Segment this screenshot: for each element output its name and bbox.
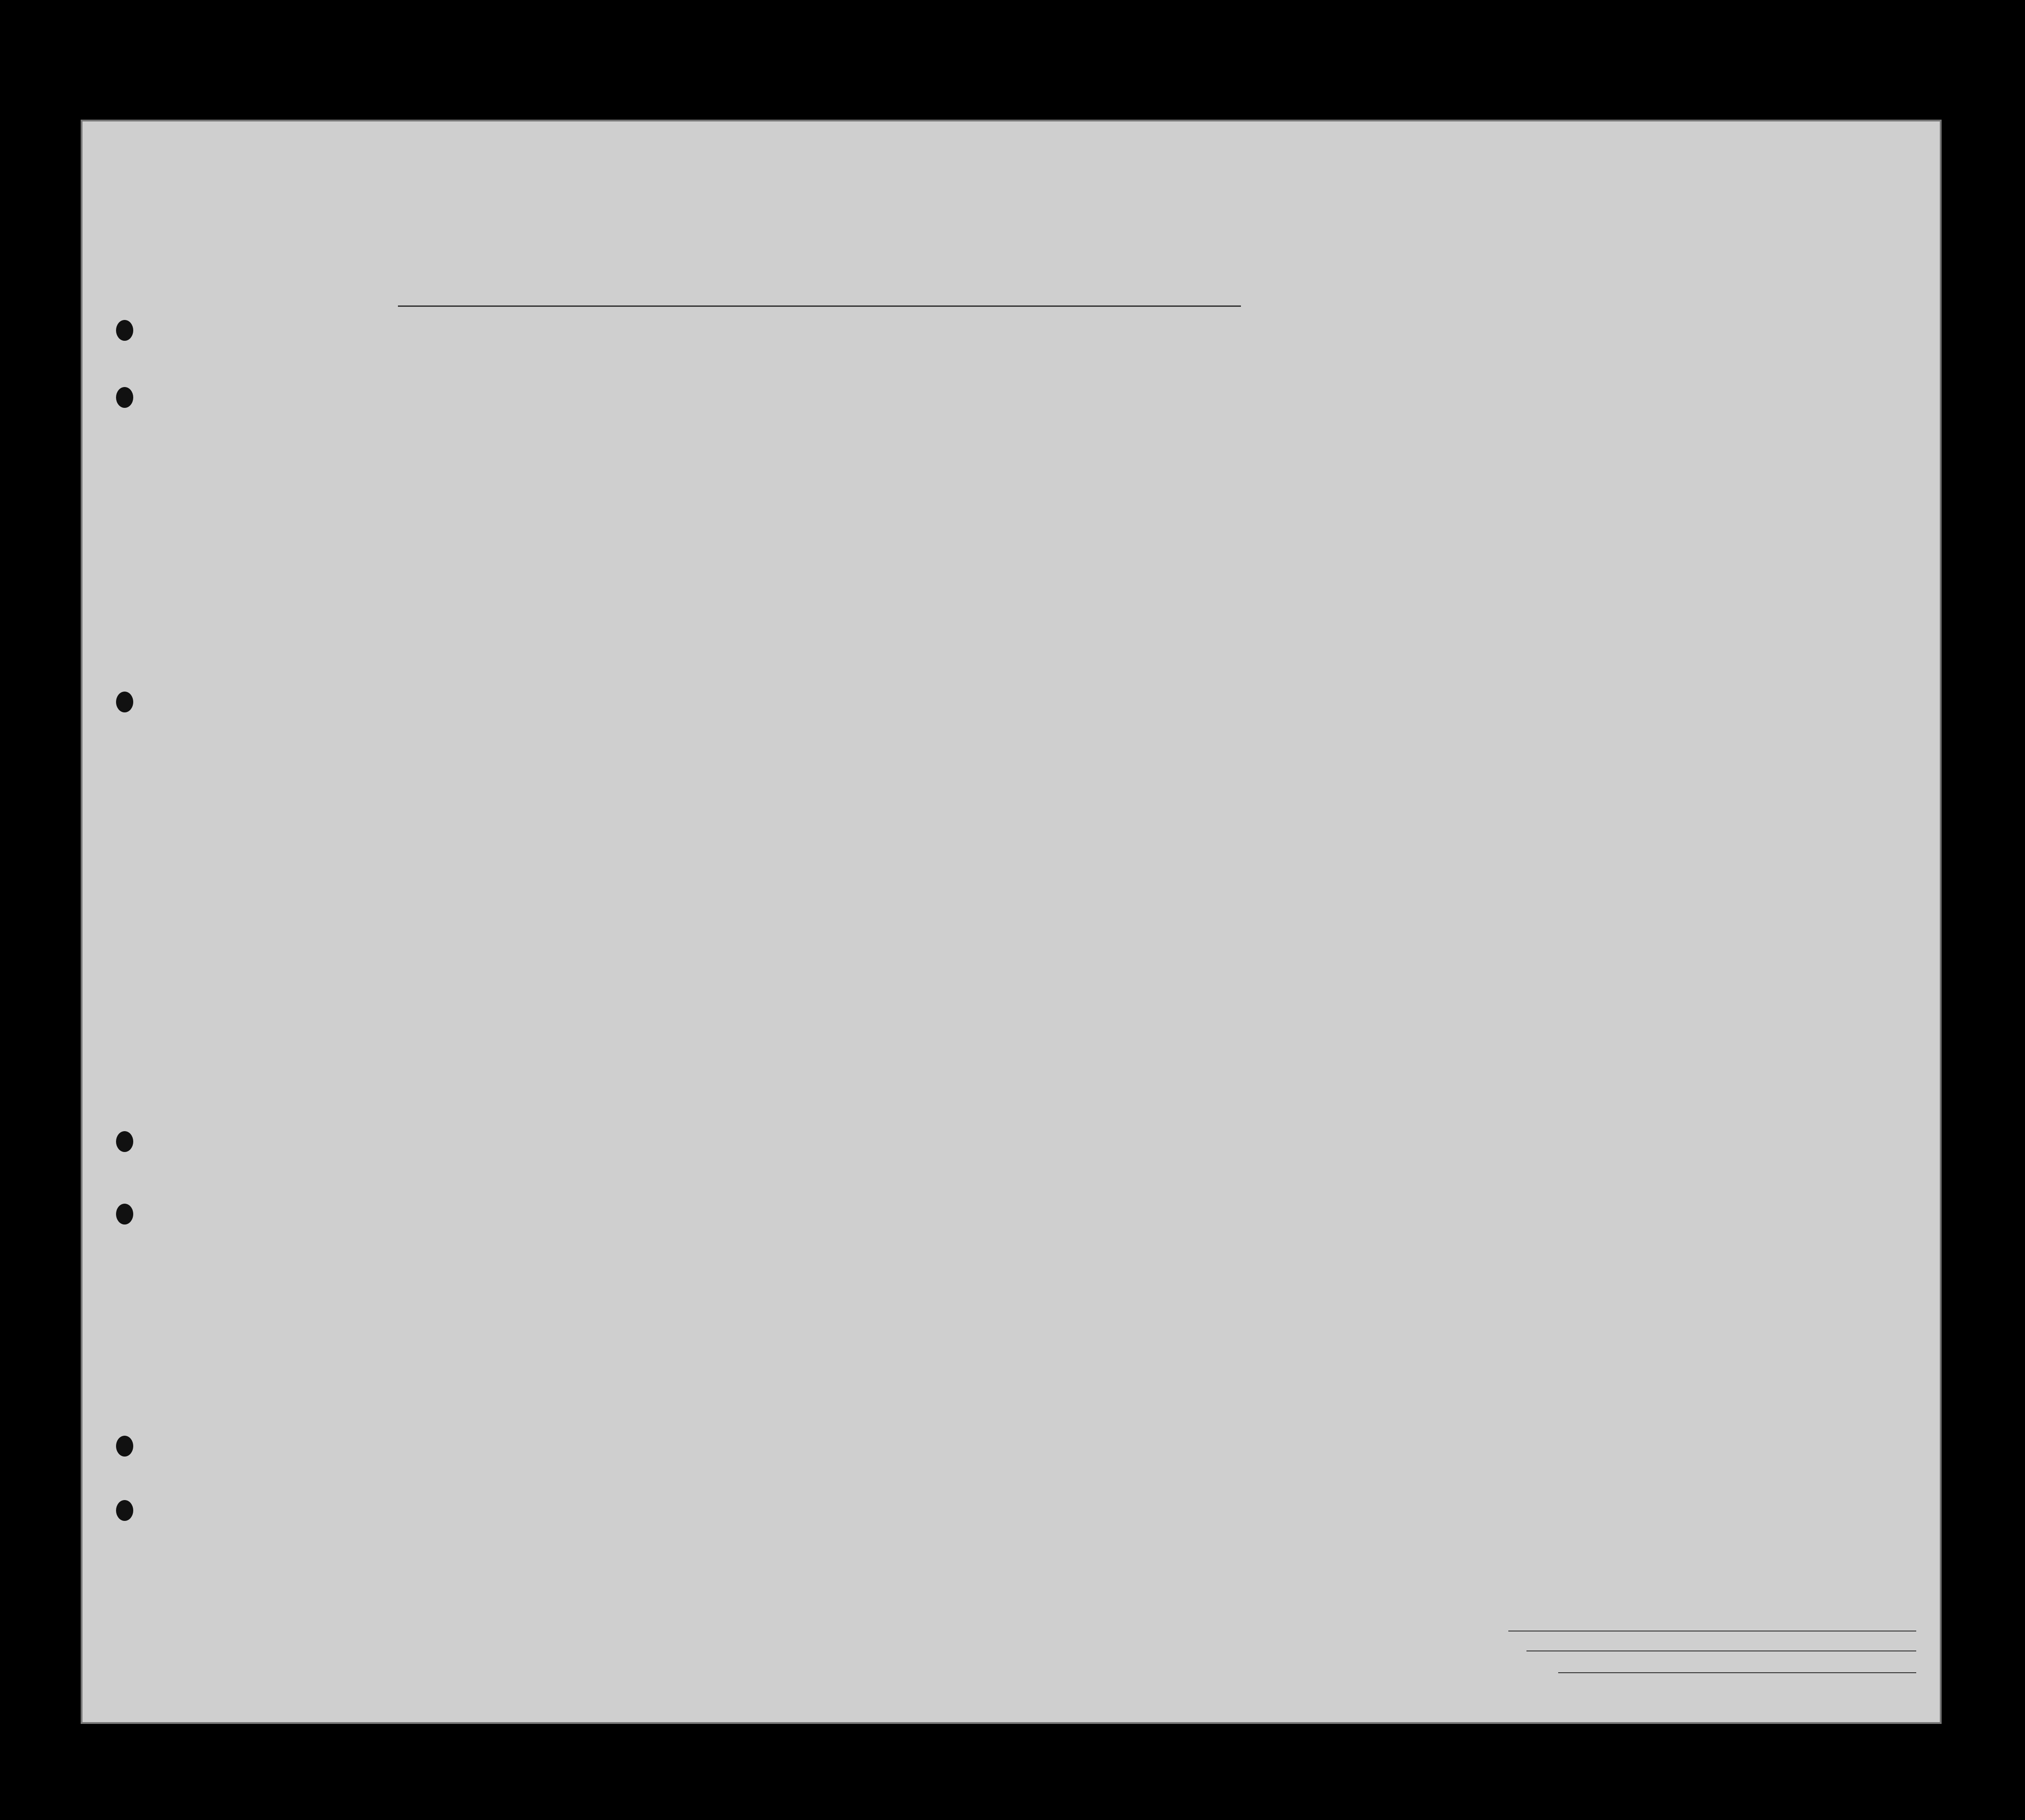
binder-hole xyxy=(116,320,133,341)
manifest-sheet xyxy=(81,120,1942,1724)
binder-hole xyxy=(116,1500,133,1521)
binder-hole xyxy=(116,1131,133,1152)
binder-hole xyxy=(116,692,133,712)
binder-hole xyxy=(116,1204,133,1225)
footer-agents-underline xyxy=(1558,1672,1916,1673)
manifest-grid xyxy=(81,326,1942,1686)
binder-hole xyxy=(116,387,133,408)
port-underline xyxy=(398,305,942,307)
binder-hole xyxy=(116,1436,133,1457)
date-underline xyxy=(896,305,1241,307)
